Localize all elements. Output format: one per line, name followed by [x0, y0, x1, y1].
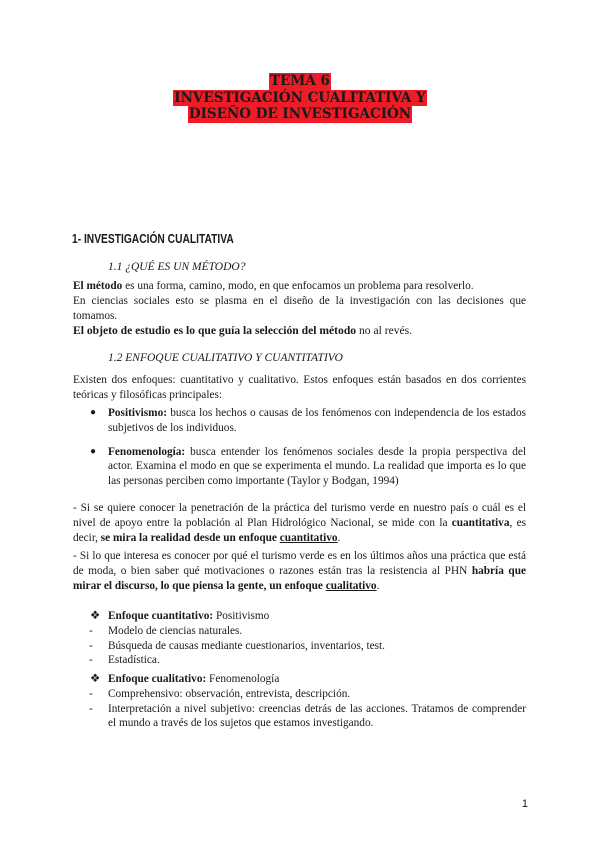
page-number: 1: [521, 798, 528, 810]
list-item-text: Búsqueda de causas mediante cuestionarios, inventarios, test.: [108, 639, 386, 652]
dash-bullet: -: [89, 639, 93, 652]
cualitativo-underlined: cualitativo: [325, 579, 377, 592]
term-el-metodo: El método: [73, 280, 123, 292]
objeto-estudio-bold: El objeto de estudio es lo que guía la selección del método: [73, 324, 357, 337]
list-item-text: Comprehensivo: observación, entrevista, descripción.: [108, 687, 351, 700]
objeto-estudio-rest: no al revés.: [356, 324, 413, 337]
enfoque-cuantitativo-value: Positivismo: [213, 610, 270, 622]
dash-bullet: -: [89, 624, 93, 637]
period: .: [337, 531, 341, 544]
list-item-text: Modelo de ciencias naturales.: [108, 624, 243, 637]
diamond-bullet-icon: ❖: [90, 673, 101, 685]
list-item-positivismo: [73, 406, 526, 436]
bullet-icon: ●: [90, 445, 97, 457]
cuantitativa-bold: cuantitativa: [451, 516, 510, 529]
list-item: [90, 687, 526, 702]
list-item-text: Interpretación a nivel subjetivo: creencias detrás de las acciones. Tratamos de comprender el mundo a través de los sujetos que estamos investigando.: [108, 702, 526, 730]
enfoque-cuantitativo-header: [90, 609, 526, 624]
enfoque-cualitativo-header: [90, 672, 526, 687]
title-line-1: TEMA 6: [270, 73, 330, 89]
section-heading: 1- INVESTIGACIÓN CUALITATIVA: [72, 232, 234, 246]
mirar-discurso-text: habría que mirar el discurso, lo que piensa la gente, un enfoque: [73, 564, 526, 592]
bullet-icon: ●: [90, 407, 97, 418]
dash-bullet: -: [89, 702, 93, 715]
paragraph-objeto-estudio: [73, 324, 526, 339]
enfoque-cualitativo-term: Enfoque cualitativo:: [108, 673, 207, 685]
fenomenologia-text: busca entender los fenómenos sociales desde la propia perspectiva del actor. Examina el modo en que se experimenta el mundo. La realidad que importa es lo que las personas perciben como importante (Taylor y Bodgan, 1994): [108, 445, 526, 488]
enfoque-cuantitativo-term: Enfoque cuantitativo:: [108, 610, 214, 622]
term-positivismo: Positivismo:: [108, 407, 167, 419]
list-item: [90, 653, 526, 668]
paragraph-cuantitativo-example: [73, 501, 526, 545]
document-title: [0, 73, 600, 123]
dash-bullet: -: [89, 687, 93, 700]
corrientes-list: [73, 406, 526, 489]
paragraph-metodo-def: [73, 279, 526, 294]
enfoque-cualitativo-group: [90, 672, 526, 731]
list-item-fenomenologia: [73, 445, 526, 489]
mira-realidad-text: se mira la realidad desde un enfoque: [100, 531, 280, 544]
subheading-enfoques: 1.2 ENFOQUE CUALITATIVO Y CUANTITATIVO: [108, 352, 343, 364]
diamond-bullet-icon: ❖: [90, 610, 101, 622]
mira-realidad-bold: [101, 532, 338, 544]
cuantitativo-underlined: cuantitativo: [279, 531, 338, 544]
dash-bullet: -: [89, 654, 93, 667]
cualitativo-example-text: - Si lo que interesa es conocer por qué el turismo verde es en los últimos años una práctica que está de moda, o bien saber qué motivaciones o razones están tras la resistencia al PHN: [73, 550, 526, 577]
paragraph-ciencias-sociales: En ciencias sociales esto se plasma en el diseño de la investigación con las decisiones que tomamos.: [73, 295, 526, 322]
title-line-3: DISEÑO DE INVESTIGACIÓN: [188, 106, 412, 122]
list-item: [90, 639, 526, 654]
paragraph-enfoques-intro: Existen dos enfoques: cuantitativo y cualitativo. Estos enfoques están basados en dos corrientes teóricas y filosóficas principales:: [73, 374, 526, 401]
es-decir-text: , es decir,: [73, 516, 526, 544]
period: .: [376, 579, 380, 592]
metodo-def-text: es una forma, camino, modo, en que enfocamos un problema para resolverlo.: [122, 280, 474, 292]
cuantitativo-example-text: - Si se quiere conocer la penetración de la práctica del turismo verde en nuestro país o cuál es el nivel de apoyo entre la población al Plan Hidrológico Nacional, se mide con la: [73, 502, 526, 529]
term-fenomenologia: Fenomenología:: [108, 445, 186, 458]
subheading-metodo: 1.1 ¿QUÉ ES UN MÉTODO?: [108, 261, 246, 273]
list-item-text: Estadística.: [108, 654, 160, 667]
paragraph-cualitativo-example: [73, 549, 526, 593]
positivismo-text: busca los hechos o causas de los fenómenos con independencia de los estados subjetivos de los individuos.: [108, 407, 526, 434]
list-item: [90, 624, 526, 639]
title-line-2: INVESTIGACIÓN CUALITATIVA Y: [174, 89, 426, 106]
enfoque-cualitativo-value: Fenomenología: [206, 673, 280, 685]
enfoque-cuantitativo-group: [90, 609, 526, 668]
list-item: [90, 702, 526, 732]
